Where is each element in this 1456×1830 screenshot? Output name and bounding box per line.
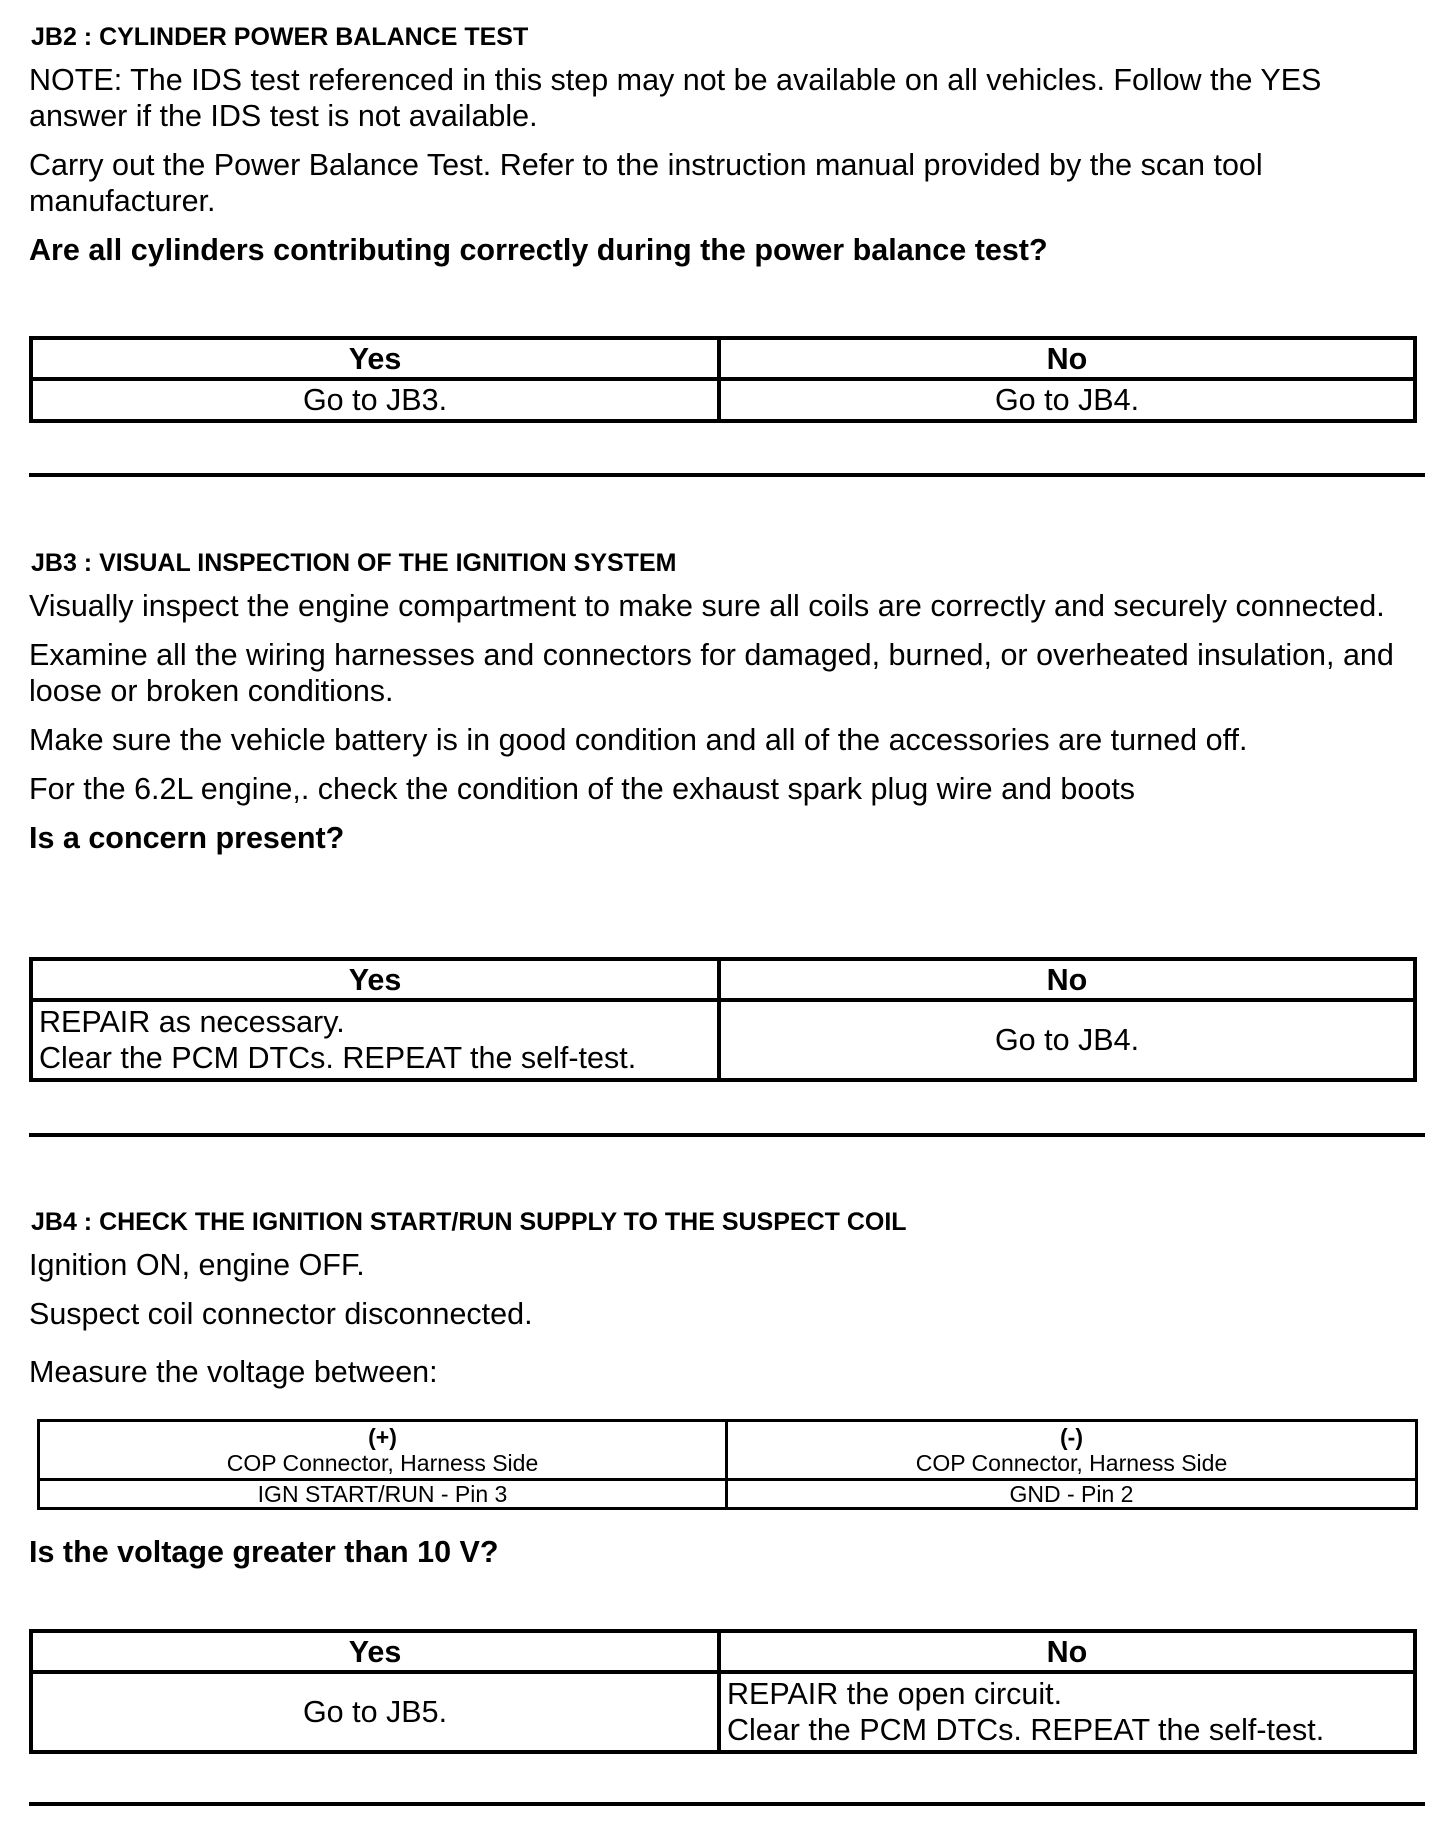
- positive-probe-header: [39, 1421, 727, 1480]
- no-header: No: [719, 959, 1415, 1000]
- section-jb4: [29, 1207, 1423, 1403]
- note-paragraph: NOTE: The IDS test referenced in this step may not be available on all vehicles. Follow the YES answer if the IDS test is not available.: [29, 63, 1322, 133]
- paragraph: For the 6.2L engine,. check the condition of the exhaust spark plug wire and boots: [29, 772, 1136, 806]
- no-action: Go to JB4.: [719, 1000, 1415, 1080]
- question: Is a concern present?: [29, 821, 345, 855]
- yes-header: Yes: [31, 1631, 719, 1672]
- yes-action: Go to JB5.: [31, 1672, 719, 1752]
- yes-action: Go to JB3.: [31, 379, 719, 421]
- paragraph: Make sure the vehicle battery is in good condition and all of the accessories are turned off.: [29, 723, 1248, 757]
- section-jb4-question: [29, 1534, 1423, 1570]
- negative-probe-header: [727, 1421, 1417, 1480]
- answer-table-jb2: [29, 336, 1417, 423]
- section-heading: JB3 : VISUAL INSPECTION OF THE IGNITION SYSTEM: [31, 549, 677, 577]
- paragraph: Visually inspect the engine compartment to make sure all coils are correctly and securely connected.: [29, 589, 1385, 623]
- question: Are all cylinders contributing correctly during the power balance test?: [29, 233, 1048, 267]
- no-action: REPAIR the open circuit. Clear the PCM DTCs. REPEAT the self-test.: [719, 1672, 1415, 1752]
- positive-pin: IGN START/RUN - Pin 3: [39, 1480, 727, 1509]
- question: Is the voltage greater than 10 V?: [29, 1535, 499, 1569]
- negative-label: COP Connector, Harness Side: [915, 1450, 1228, 1476]
- no-header: No: [719, 338, 1415, 379]
- no-action: Go to JB4.: [719, 379, 1415, 421]
- yes-header: Yes: [31, 959, 719, 1000]
- section-heading: JB2 : CYLINDER POWER BALANCE TEST: [31, 23, 529, 51]
- answer-table-jb3: [29, 957, 1417, 1082]
- positive-label: COP Connector, Harness Side: [226, 1450, 539, 1476]
- paragraph: Ignition ON, engine OFF.: [29, 1248, 365, 1282]
- positive-sign: (+): [368, 1424, 397, 1450]
- paragraph: Examine all the wiring harnesses and connectors for damaged, burned, or overheated insulation, and loose or broken conditions.: [29, 638, 1394, 708]
- yes-action: REPAIR as necessary. Clear the PCM DTCs. REPEAT the self-test.: [31, 1000, 719, 1080]
- section-divider: [29, 473, 1425, 477]
- section-divider: [29, 1802, 1425, 1806]
- section-jb3: [29, 548, 1423, 856]
- paragraph: Suspect coil connector disconnected.: [29, 1297, 533, 1331]
- negative-pin: GND - Pin 2: [727, 1480, 1417, 1509]
- section-jb2: [29, 22, 1423, 268]
- instruction-paragraph: Carry out the Power Balance Test. Refer to the instruction manual provided by the scan tool manufacturer.: [29, 148, 1263, 218]
- no-header: No: [719, 1631, 1415, 1672]
- answer-table-jb4: [29, 1629, 1417, 1754]
- yes-header: Yes: [31, 338, 719, 379]
- paragraph: Measure the voltage between:: [29, 1355, 438, 1389]
- section-divider: [29, 1133, 1425, 1137]
- measurement-table: [37, 1419, 1418, 1510]
- section-heading: JB4 : CHECK THE IGNITION START/RUN SUPPLY TO THE SUSPECT COIL: [31, 1208, 907, 1236]
- negative-sign: (-): [1060, 1424, 1083, 1450]
